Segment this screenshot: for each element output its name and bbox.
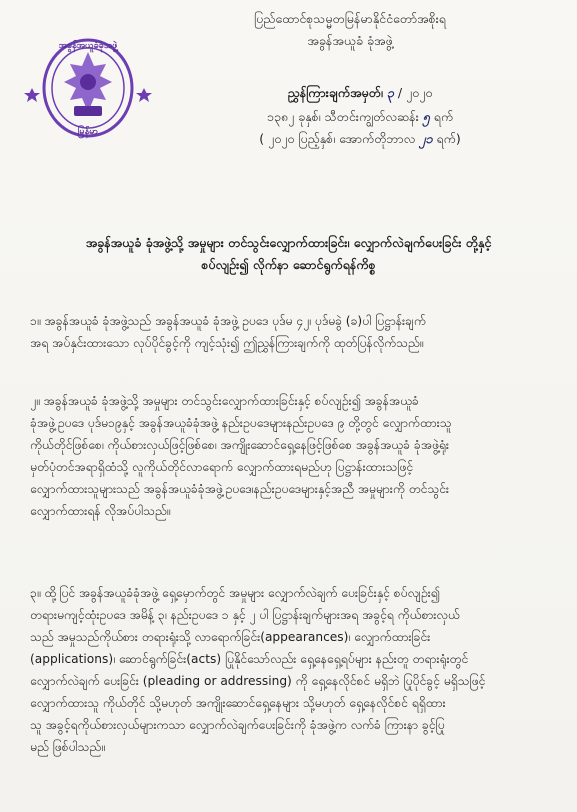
date-myanmar-suffix: ရက် [433,109,454,124]
paragraph-line: ၁။ အခွန်အယူခံ ခုံအဖွဲ့သည် အခွန်အယူခံ ခုံအဖွဲ့ ဥပဒေ ပုဒ်မ ၄၂၊ ပုဒ်မခွဲ (ခ)ပါ ပြဋ္ဌာန်းချက် [30,314,426,328]
paragraph-line: သည် အမှုသည်ကိုယ်စား တရားရုံးသို့ လာရောက်ခြင်း(appearances)၊ လျှောက်ထားခြင်း [30,630,431,644]
paragraph-line: တရားမကျင့်ထုံးဥပဒေ အမိန့် ၃၊ နည်းဥပဒေ ၁ နှင့် ၂ ပါ ပြဋ္ဌာန်းချက်များအရ အခွင့်ရ ကိုယ်စားလှယ် [30,608,460,622]
notification-label: ညွှန်ကြားချက်အမှတ်၊ [287,85,383,100]
date-myanmar-handwritten: ၅ [422,109,430,124]
paragraph-line: လျှောက်ထားသူများသည် အခွန်အယူခံခုံအဖွဲ့ဥပဒေ၊နည်းဥပဒေများနှင့်အညီ အမှုများကို တင်သွင်း [30,482,449,496]
seal-text-top: အခွန်အယူခံခုံအဖွဲ့ [58,41,118,51]
paragraph-line: သူ အခွင့်ရကိုယ်စားလှယ်များကသာ လျှောက်လဲချက်ပေးခြင်းကို ခုံအဖွဲ့က လက်ခံ ကြားနာ ခွင့်ပြု [30,718,445,732]
notification-number [180,84,540,102]
paragraph-line: လျှောက်ထားရန် လိုအပ်ပါသည်။ [30,504,171,518]
tribunal-name: အခွန်အယူခံ ခုံအဖွဲ့ [307,33,393,48]
document-title-line-1: အခွန်အယူခံ ခုံအဖွဲ့သို့ အမှုများ တင်သွင်းလျှောက်ထားခြင်း၊ လျှောက်လဲချက်ပေးခြင်း တို့နှင့် [85,235,492,250]
seal-stamp-icon [22,30,160,148]
paragraph-line: ကိုယ်တိုင်ဖြစ်စေ၊ ကိုယ်စားလှယ်ဖြင့်ဖြစ်စေ၊ အကျိုးဆောင်ရှေ့နေဖြင့်ဖြစ်စေ အခွန်အယူခံ ခုံအဖွဲ့ရုံး [30,438,449,452]
seal-text-bottom: မြန်မာ [77,127,99,137]
paragraph-2 [30,390,545,522]
paragraph-line: ၃။ ထို့ပြင် အခွန်အယူခံခုံအဖွဲ့ ရှေ့မှောက်တွင် အမှုများ လျှောက်လဲချက် ပေးခြင်းနှင့် စပ်လျဉ်း၍ [30,586,440,600]
paragraph-line: အရ အပ်နှင်းထားသော လုပ်ပိုင်ခွင့်ကို ကျင့်သုံး၍ ဤညွှန်ကြားချက်ကို ထုတ်ပြန်လိုက်သည်။ [30,336,424,350]
paragraph-line: ၂။ အခွန်အယူခံ ခုံအဖွဲ့သို့ အမှုများ တင်သွင်းလျှောက်ထားခြင်းနှင့် စပ်လျဉ်း၍ အခွန်အယူခံ [30,394,419,408]
notification-number-handwritten: ၃ [386,85,394,100]
government-name: ပြည်ထောင်စုသမ္မတမြန်မာနိုင်ငံတော်အစိုးရ [254,11,446,26]
official-seal [22,30,160,148]
date-gregorian [180,130,540,148]
paragraph-3 [30,582,545,758]
date-gregorian-handwritten: ၂၁ [419,131,433,146]
paragraph-line: ခုံအဖွဲ့ဥပဒေ ပုဒ်မ၁၉နှင့် အခွန်အယူခံခုံအဖွဲ့ နည်းဥပဒေများနည်းဥပဒေ ၉ တို့တွင် လျှောက်ထားသူ [30,416,452,430]
date-myanmar [180,108,540,126]
notification-year: / ၂၀၂၀ [397,85,433,100]
document-title-line-2: စပ်လျဉ်း၍ လိုက်နာ ဆောင်ရွက်ရန်ကိစ္စ [201,257,376,272]
paragraph-line: လျှောက်လဲချက် ပေးခြင်း (pleading or addressing) ကို ရှေ့နေလိုင်စင် မရှိဘဲ ပြုပိုင်ခွင့် မရှိသဖြင့် [30,674,486,688]
date-gregorian-suffix: ရက်) [436,131,461,146]
date-gregorian-text: ( ၂၀၂၀ ပြည့်နှစ်၊ အောက်တိုဘာလ [259,131,416,146]
paragraph-line: လျှောက်ထားသူ ကိုယ်တိုင် သို့မဟုတ် အကျိုးဆောင်ရှေ့နေများ သို့မဟုတ် ရှေ့နေလိုင်စင် ရရှိထား [30,696,446,710]
paragraph-line: (applications)၊ ဆောင်ရွက်ခြင်း(acts) ပြုနိုင်သော်လည်း ရှေ့နေရှေ့ရပ်များ နည်းတူ တရားရုံးတွင် [30,652,469,666]
paragraph-line: မှတ်ပုံတင်အရာရှိထံသို့ လူကိုယ်တိုင်လာရောက် လျှောက်ထားရမည်ဟု ပြဋ္ဌာန်းထားသဖြင့် [30,460,413,474]
date-myanmar-text: ၁၃၈၂ ခုနှစ်၊ သီတင်းကျွတ်လဆန်း [266,109,419,124]
paragraph-line: မည် ဖြစ်ပါသည်။ [30,740,105,754]
paragraph-1 [30,310,545,354]
